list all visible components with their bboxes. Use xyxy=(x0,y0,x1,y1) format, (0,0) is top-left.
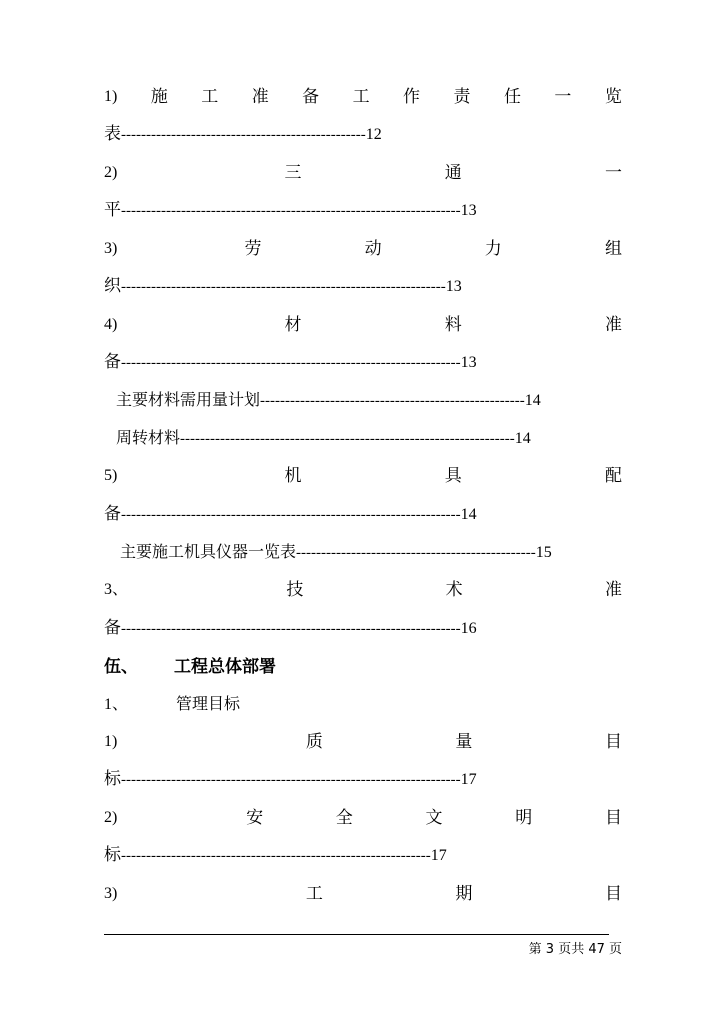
toc-entry-8-title xyxy=(104,806,622,830)
toc-char: 质 xyxy=(305,732,323,752)
toc-char: 准 xyxy=(605,580,622,600)
toc-char: 安 xyxy=(246,808,264,828)
toc-entry-4-title xyxy=(104,313,622,337)
toc-entry-8-leader xyxy=(104,843,622,867)
toc-continuation: 表 xyxy=(104,124,121,144)
toc-subentry-title: 周转材料 xyxy=(116,428,181,447)
toc-char: 作 xyxy=(403,87,421,107)
toc-entry-3-title xyxy=(104,237,622,261)
toc-subentry xyxy=(116,388,622,412)
dot-leader: ------------------------------------------------ xyxy=(296,545,536,561)
toc-char: 工 xyxy=(201,87,219,107)
toc-char: 一 xyxy=(554,87,572,107)
page-footer: 第 3 页共 47 页 xyxy=(528,942,622,957)
toc-entry-5-title xyxy=(104,464,622,488)
toc-continuation: 织 xyxy=(104,276,121,296)
toc-entry-number: 2) xyxy=(104,164,118,181)
section-title: 管理目标 xyxy=(176,694,241,713)
toc-entry-number: 3) xyxy=(104,240,118,257)
section-number: 1、 xyxy=(104,696,129,713)
toc-entry-number: 5) xyxy=(104,467,118,484)
toc-subentry-title: 主要施工机具仪器一览表 xyxy=(120,542,297,561)
toc-entry-2-leader xyxy=(104,198,622,222)
toc-char: 一 xyxy=(604,163,622,183)
toc-entry-number: 1) xyxy=(104,88,118,105)
toc-entry-number: 3、 xyxy=(104,581,129,598)
toc-char: 量 xyxy=(455,732,473,752)
toc-page-number: 13 xyxy=(460,354,477,371)
toc-entry-5-leader xyxy=(104,502,622,526)
toc-char: 材 xyxy=(284,315,302,335)
toc-char: 全 xyxy=(335,808,353,828)
dot-leader: -------------------------------------------------------------------- xyxy=(121,772,461,788)
toc-char: 料 xyxy=(444,315,462,335)
dot-leader: ----------------------------------------------------------------- xyxy=(121,279,446,295)
toc-char: 技 xyxy=(286,580,304,600)
toc-char: 具 xyxy=(444,466,462,486)
toc-char: 期 xyxy=(455,884,473,904)
toc-entry-6-leader xyxy=(104,616,622,640)
toc-subentry xyxy=(120,540,622,564)
toc-char: 工 xyxy=(305,884,323,904)
toc-char: 览 xyxy=(604,87,622,107)
toc-entry-6-title xyxy=(104,578,622,602)
toc-entry-7-title xyxy=(104,730,622,754)
toc-page-number: 13 xyxy=(445,278,462,295)
toc-char: 明 xyxy=(515,808,533,828)
chapter-number: 伍、 xyxy=(104,657,138,677)
toc-char: 机 xyxy=(284,466,302,486)
toc-char: 通 xyxy=(444,163,462,183)
toc-char: 准 xyxy=(251,87,269,107)
toc-entry-3-leader xyxy=(104,274,622,298)
toc-page-number: 12 xyxy=(365,126,382,143)
toc-char: 任 xyxy=(503,87,521,107)
toc-subentry-title: 主要材料需用量计划 xyxy=(116,390,261,409)
toc-entry-1-leader xyxy=(104,122,622,146)
toc-entry-number: 1) xyxy=(104,733,118,750)
toc-section-heading xyxy=(104,692,622,716)
toc-entry-4-leader xyxy=(104,350,622,374)
toc-char: 动 xyxy=(364,239,382,259)
toc-continuation: 标 xyxy=(104,845,121,865)
dot-leader: -------------------------------------------------------------------- xyxy=(121,203,461,219)
toc-entry-number: 4) xyxy=(104,316,118,333)
toc-entry-number: 3) xyxy=(104,885,118,902)
toc-subentry xyxy=(116,426,622,450)
toc-char: 三 xyxy=(284,163,302,183)
toc-continuation: 标 xyxy=(104,769,121,789)
toc-char: 目 xyxy=(604,884,622,904)
toc-page-number: 16 xyxy=(460,620,477,637)
toc-continuation: 备 xyxy=(104,504,121,524)
toc-char: 组 xyxy=(604,239,622,259)
toc-char: 备 xyxy=(302,87,320,107)
toc-char: 劳 xyxy=(244,239,262,259)
toc-page-number: 17 xyxy=(460,771,477,788)
toc-continuation: 平 xyxy=(104,200,121,220)
toc-char: 目 xyxy=(605,808,622,828)
toc-entry-number: 2) xyxy=(104,809,118,826)
toc-continuation: 备 xyxy=(104,352,121,372)
toc-entry-7-leader xyxy=(104,767,622,791)
toc-entry-9-title xyxy=(104,882,622,906)
toc-page-number: 14 xyxy=(460,506,477,523)
toc-page-number: 17 xyxy=(430,847,447,864)
toc-char: 术 xyxy=(445,580,463,600)
toc-page-number: 15 xyxy=(535,544,552,561)
toc-continuation: 备 xyxy=(104,618,121,638)
toc-page-number: 13 xyxy=(460,202,477,219)
toc-char: 责 xyxy=(453,87,471,107)
toc-char: 工 xyxy=(352,87,370,107)
toc-entry-1-title xyxy=(104,85,622,109)
chapter-title: 工程总体部署 xyxy=(174,657,276,677)
toc-char: 配 xyxy=(604,466,622,486)
toc-char: 施 xyxy=(150,87,168,107)
dot-leader: ----------------------------------------------------- xyxy=(260,393,525,409)
dot-leader: -------------------------------------------------------------- xyxy=(121,848,431,864)
toc-char: 文 xyxy=(425,808,443,828)
toc-char: 力 xyxy=(484,239,502,259)
toc-char: 准 xyxy=(604,315,622,335)
dot-leader: -------------------------------------------------------------------- xyxy=(121,507,461,523)
footer-rule xyxy=(104,934,609,935)
toc-page-number: 14 xyxy=(514,430,531,447)
toc-char: 目 xyxy=(604,732,622,752)
dot-leader: -------------------------------------------------------------------- xyxy=(121,621,461,637)
toc-chapter-heading xyxy=(104,655,622,679)
dot-leader: ------------------------------------------------------------------- xyxy=(180,431,515,447)
dot-leader: ------------------------------------------------- xyxy=(121,127,366,143)
toc-entry-2-title xyxy=(104,161,622,185)
toc-page-number: 14 xyxy=(524,392,541,409)
dot-leader: -------------------------------------------------------------------- xyxy=(121,355,461,371)
